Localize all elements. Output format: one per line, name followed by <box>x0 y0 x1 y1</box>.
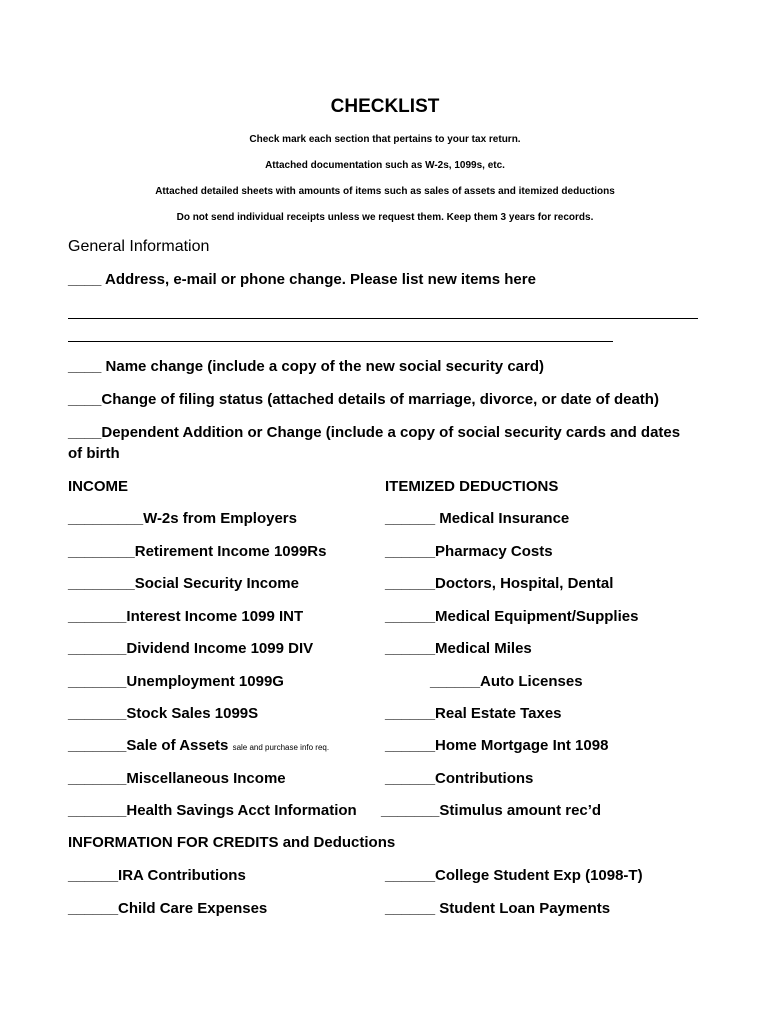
itemized-item: ______Home Mortgage Int 1098 <box>385 737 609 754</box>
instruction-line: Attached detailed sheets with amounts of items such as sales of assets and itemized deductions <box>155 186 615 197</box>
itemized-item: ______Medical Miles <box>385 640 532 657</box>
itemized-deductions-heading: ITEMIZED DEDUCTIONS <box>385 478 559 495</box>
filing-status-item: ____Change of filing status (attached details of marriage, divorce, or date of death) <box>68 391 659 408</box>
general-information-heading: General Information <box>68 238 210 255</box>
income-item: _______Interest Income 1099 INT <box>68 608 304 625</box>
itemized-item: ______Doctors, Hospital, Dental <box>385 575 614 592</box>
itemized-item: _______Stimulus amount rec’d <box>381 802 602 819</box>
page-title: CHECKLIST <box>330 96 440 117</box>
income-heading: INCOME <box>68 478 128 495</box>
credits-item: ______IRA Contributions <box>68 867 246 884</box>
write-in-line <box>68 341 613 342</box>
income-item: _______Miscellaneous Income <box>68 770 286 787</box>
income-item-sale-of-assets <box>68 737 329 754</box>
income-item: _______Health Savings Acct Information <box>68 802 357 819</box>
income-item: ________Social Security Income <box>68 575 299 592</box>
income-item: _______Unemployment 1099G <box>68 673 284 690</box>
credits-heading: INFORMATION FOR CREDITS and Deductions <box>68 834 396 851</box>
name-change-item: ____ Name change (include a copy of the new social security card) <box>68 358 545 375</box>
itemized-item: ______Medical Equipment/Supplies <box>385 608 639 625</box>
income-item: _______Dividend Income 1099 DIV <box>68 640 314 657</box>
dependent-change-item: ____Dependent Addition or Change (include a copy of social security cards and dates <box>68 424 681 441</box>
itemized-item: ______Real Estate Taxes <box>385 705 562 722</box>
itemized-item: ______Pharmacy Costs <box>385 543 553 560</box>
credits-item: ______ Student Loan Payments <box>385 900 611 917</box>
write-in-line <box>68 318 698 319</box>
instruction-line: Do not send individual receipts unless we request them. Keep them 3 years for records. <box>176 212 594 223</box>
income-item: _________W-2s from Employers <box>68 510 297 527</box>
dependent-change-continued: of birth <box>68 445 120 462</box>
itemized-item: ______Contributions <box>385 770 534 787</box>
itemized-item: ______ Medical Insurance <box>385 510 570 527</box>
instruction-line: Check mark each section that pertains to your tax return. <box>249 134 521 145</box>
income-item-label: _______Sale of Assets <box>68 737 229 754</box>
income-item: ________Retirement Income 1099Rs <box>68 543 327 560</box>
sale-of-assets-note: sale and purchase info req. <box>232 743 330 752</box>
credits-item: ______Child Care Expenses <box>68 900 268 917</box>
instruction-line: Attached documentation such as W-2s, 1099s, etc. <box>265 160 505 171</box>
itemized-item: ______Auto Licenses <box>430 673 583 690</box>
income-item: _______Stock Sales 1099S <box>68 705 259 722</box>
address-change-item: ____ Address, e-mail or phone change. Please list new items here <box>68 271 536 288</box>
credits-item: ______College Student Exp (1098-T) <box>385 867 643 884</box>
